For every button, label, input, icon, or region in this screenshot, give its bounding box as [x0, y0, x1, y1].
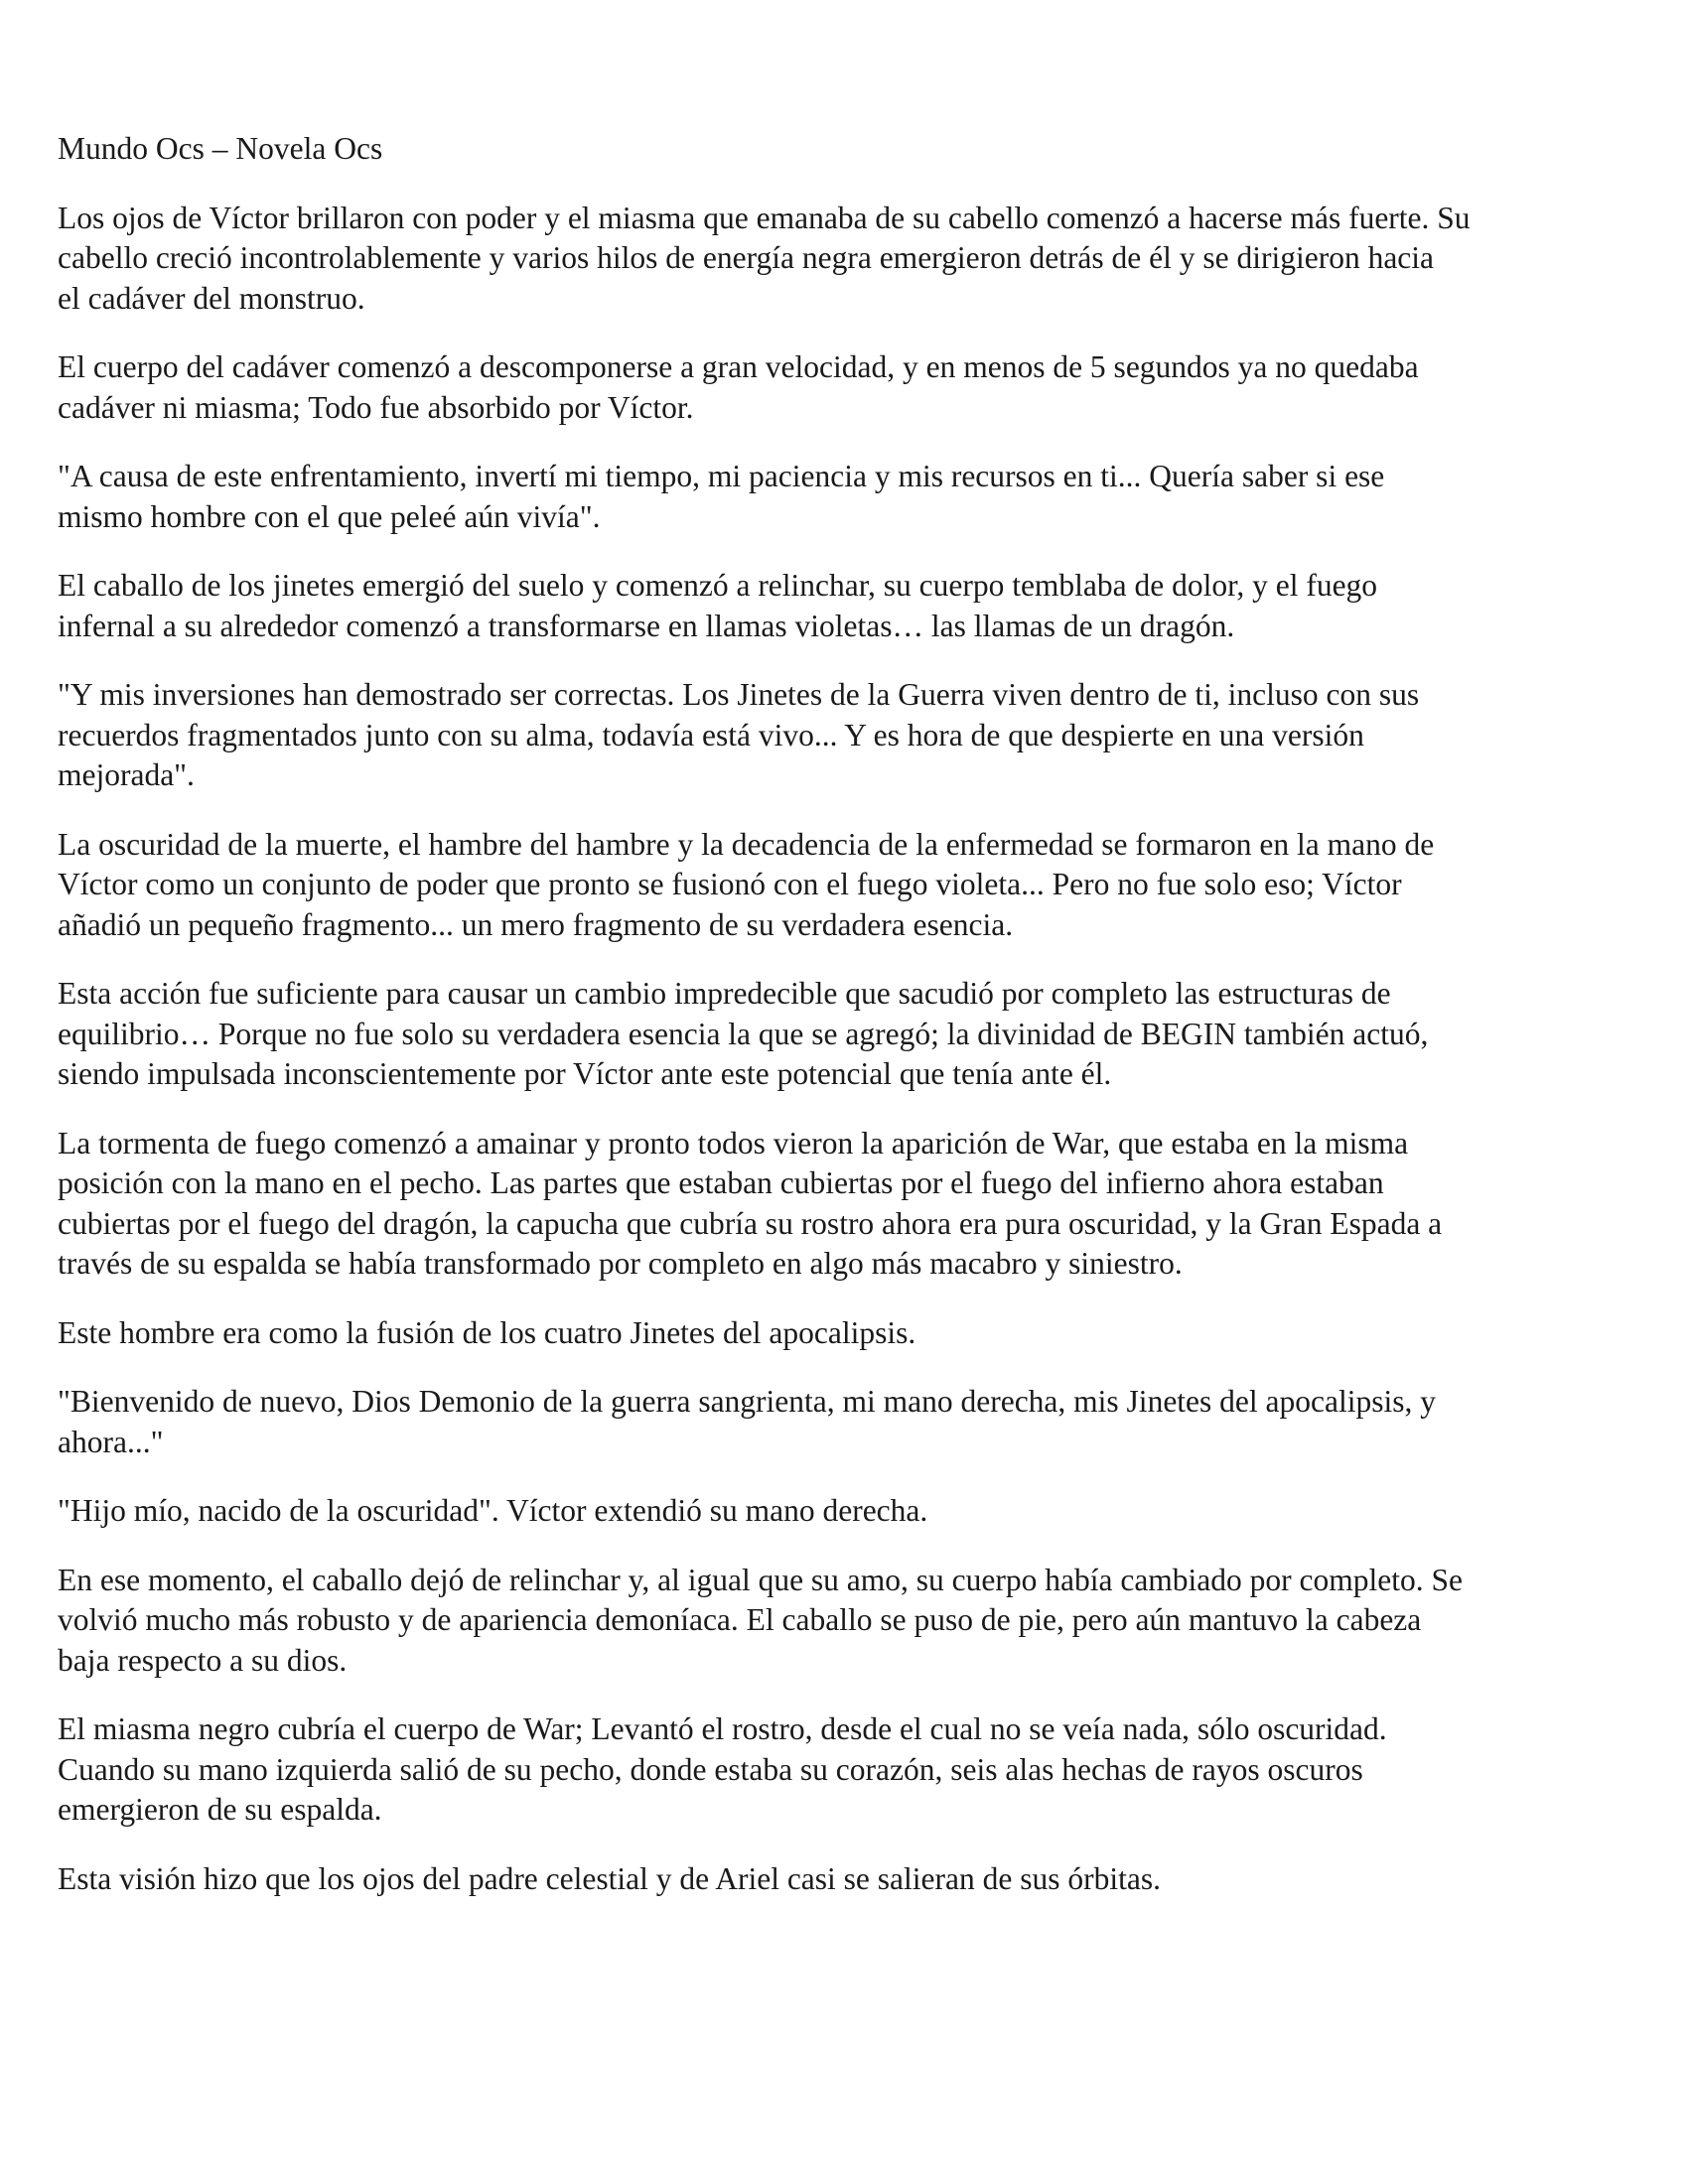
- paragraph-line: El miasma negro cubría el cuerpo de War; Levantó el rostro, desde el cual no se veía nada, sólo oscuridad.: [58, 1711, 1387, 1746]
- paragraph-line: infernal a su alrededor comenzó a transformarse en llamas violetas… las llamas de un dragón.: [58, 608, 1235, 643]
- paragraph-line: el cadáver del monstruo.: [58, 280, 365, 316]
- paragraph-line: La oscuridad de la muerte, el hambre del hambre y la decadencia de la enfermedad se formaron en la mano de: [58, 826, 1435, 862]
- paragraph: [58, 1709, 1646, 1831]
- paragraph-line: Los ojos de Víctor brillaron con poder y el miasma que emanaba de su cabello comenzó a hacerse más fuerte. Su: [58, 200, 1471, 235]
- paragraph: [58, 1313, 1646, 1354]
- paragraph: [58, 675, 1646, 796]
- paragraph: [58, 457, 1646, 537]
- paragraph-line: ahora...": [58, 1424, 164, 1459]
- paragraph: [58, 199, 1646, 320]
- paragraph: [58, 566, 1646, 646]
- paragraph-line: posición con la mano en el pecho. Las partes que estaban cubiertas por el fuego del infierno ahora estaban: [58, 1165, 1384, 1200]
- paragraph-line: "Bienvenido de nuevo, Dios Demonio de la guerra sangrienta, mi mano derecha, mis Jinetes del apocalipsis, y: [58, 1384, 1436, 1419]
- paragraph: [58, 1561, 1646, 1682]
- paragraph: [58, 347, 1646, 428]
- paragraph-line: Este hombre era como la fusión de los cuatro Jinetes del apocalipsis.: [58, 1314, 916, 1350]
- paragraph: [58, 1124, 1646, 1285]
- paragraph-line: "Y mis inversiones han demostrado ser correctas. Los Jinetes de la Guerra viven dentro de ti, incluso con sus: [58, 677, 1420, 712]
- document-body: [58, 199, 1646, 1900]
- paragraph-line: El caballo de los jinetes emergió del suelo y comenzó a relinchar, su cuerpo temblaba de dolor, y el fuego: [58, 568, 1378, 603]
- document-header: Mundo Ocs – Novela Ocs: [58, 131, 383, 166]
- paragraph: [58, 1859, 1646, 1900]
- paragraph-line: Esta acción fue suficiente para causar un cambio impredecible que sacudió por completo las estructuras de: [58, 976, 1391, 1011]
- paragraph-line: siendo impulsada inconscientemente por Víctor ante este potencial que tenía ante él.: [58, 1056, 1112, 1091]
- paragraph-line: través de su espalda se había transformado por completo en algo más macabro y siniestro.: [58, 1246, 1183, 1281]
- paragraph-line: En ese momento, el caballo dejó de relinchar y, al igual que su amo, su cuerpo había cambiado por completo. Se: [58, 1562, 1463, 1597]
- paragraph-line: cubiertas por el fuego del dragón, la capucha que cubría su rostro ahora era pura oscuridad, y la Gran Espada a: [58, 1205, 1443, 1241]
- paragraph: [58, 1491, 1646, 1532]
- paragraph-line: "A causa de este enfrentamiento, invertí mi tiempo, mi paciencia y mis recursos en ti... Quería saber si ese: [58, 459, 1385, 493]
- paragraph-line: cabello creció incontrolablemente y varios hilos de energía negra emergieron detrás de él y se dirigieron hacia: [58, 240, 1435, 275]
- paragraph-line: Esta visión hizo que los ojos del padre celestial y de Ariel casi se salieran de sus órbitas.: [58, 1860, 1161, 1896]
- paragraph-line: recuerdos fragmentados junto con su alma, todavía está vivo... Y es hora de que despierte en una versión: [58, 717, 1364, 752]
- paragraph-line: añadió un pequeño fragmento... un mero fragmento de su verdadera esencia.: [58, 906, 1014, 942]
- paragraph-line: Víctor como un conjunto de poder que pronto se fusionó con el fuego violeta... Pero no fue solo eso; Víctor: [58, 867, 1402, 901]
- paragraph-line: mismo hombre con el que peleé aún vivía".: [58, 498, 601, 534]
- paragraph-line: cadáver ni miasma; Todo fue absorbido por Víctor.: [58, 389, 694, 425]
- paragraph-line: baja respecto a su dios.: [58, 1642, 348, 1678]
- paragraph-line: mejorada".: [58, 757, 195, 792]
- paragraph: [58, 1382, 1646, 1462]
- paragraph-line: La tormenta de fuego comenzó a amainar y pronto todos vieron la aparición de War, que estaba en la misma: [58, 1125, 1409, 1160]
- document-page: [58, 129, 1646, 1928]
- paragraph: [58, 974, 1646, 1095]
- paragraph-line: El cuerpo del cadáver comenzó a descomponerse a gran velocidad, y en menos de 5 segundos ya no quedaba: [58, 349, 1419, 384]
- paragraph-line: volvió mucho más robusto y de apariencia demoníaca. El caballo se puso de pie, pero aún mantuvo la cabeza: [58, 1602, 1422, 1637]
- paragraph-line: emergieron de su espalda.: [58, 1792, 382, 1827]
- paragraph: [58, 825, 1646, 946]
- paragraph-line: "Hijo mío, nacido de la oscuridad". Víctor extendió su mano derecha.: [58, 1493, 928, 1528]
- paragraph-line: equilibrio… Porque no fue solo su verdadera esencia la que se agregó; la divinidad de BEGIN también actuó,: [58, 1016, 1429, 1051]
- paragraph-line: Cuando su mano izquierda salió de su pecho, donde estaba su corazón, seis alas hechas de rayos oscuros: [58, 1751, 1363, 1787]
